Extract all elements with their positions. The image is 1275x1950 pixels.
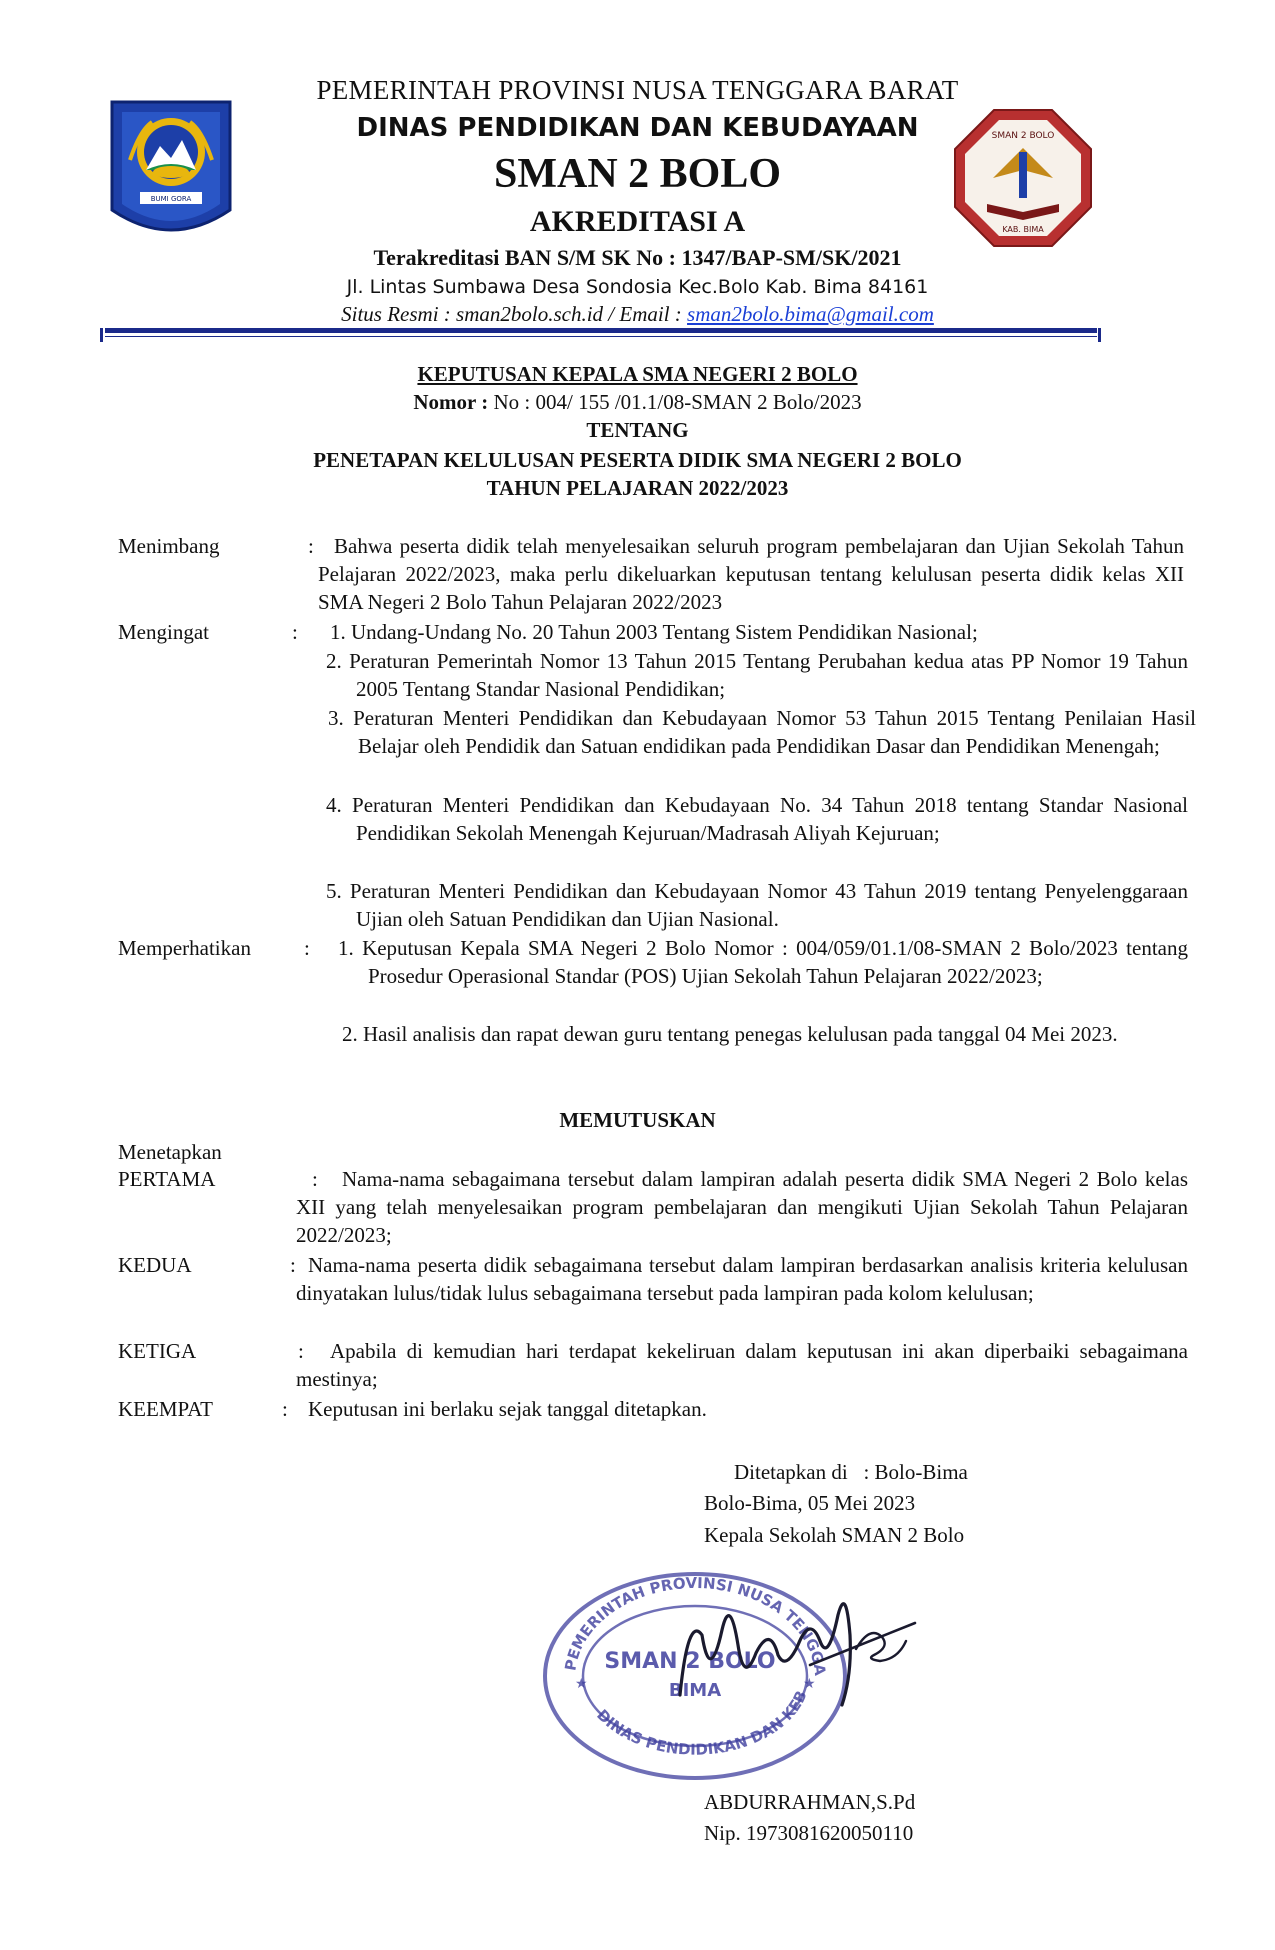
stamp-center-top-text: SMAN 2 BOLO	[604, 1649, 776, 1674]
decree-about: TENTANG	[586, 418, 689, 442]
signature-date: Bolo-Bima, 05 Mei 2023	[704, 1491, 916, 1515]
keempat-text: Keputusan ini berlaku sejak tanggal ditetapkan.	[308, 1397, 707, 1421]
kedua-colon: :	[290, 1253, 296, 1277]
memperhatikan-colon: :	[304, 936, 310, 960]
government-name: PEMERINTAH PROVINSI NUSA TENGGARA BARAT	[316, 75, 959, 105]
keempat-colon: :	[282, 1397, 288, 1421]
mengingat-item-3: 3. Peraturan Menteri Pendidikan dan Kebudayaan Nomor 53 Tahun 2015 Tentang Penilaian Hasil Belajar oleh Pendidik dan Satuan endidikan pada Pendidikan Dasar dan Pendidikan Menengah;	[328, 706, 1196, 758]
menetapkan-label: Menetapkan	[118, 1140, 222, 1164]
header-rule-end-left	[100, 328, 103, 342]
decree-number	[0, 390, 1275, 415]
pertama-colon: :	[312, 1167, 318, 1191]
pertama-text: Nama-nama sebagaimana tersebut dalam lampiran adalah peserta didik SMA Negeri 2 Bolo kelas XII yang telah menyelesaikan program pembelajaran dan mengikuti Ujian Sekolah Tahun Pelajaran 2022/2023;	[296, 1167, 1188, 1247]
accreditation-sk: Terakreditasi BAN S/M SK No : 1347/BAP-SM/SK/2021	[373, 245, 902, 270]
ketiga-colon: :	[298, 1339, 304, 1363]
memperhatikan-label: Memperhatikan	[118, 936, 251, 960]
school-name: SMAN 2 BOLO	[493, 151, 782, 197]
mengingat-item-4: 4. Peraturan Menteri Pendidikan dan Kebudayaan No. 34 Tahun 2018 tentang Standar Nasional Pendidikan Sekolah Menengah Kejuruan/Madrasah Aliyah Kejuruan;	[326, 793, 1188, 845]
right-logo-text-top: SMAN 2 BOLO	[991, 131, 1055, 141]
department-name: DINAS PENDIDIKAN DAN KEBUDAYAAN	[356, 113, 919, 143]
header-rule-thick	[105, 328, 1097, 333]
right-logo-text-bottom: KAB. BIMA	[1002, 225, 1044, 234]
memperhatikan-item-2: 2. Hasil analisis dan rapat dewan guru tentang penegas kelulusan pada tanggal 04 Mei 2023.	[342, 1022, 1118, 1046]
number-label: Nomor :	[413, 390, 489, 414]
signatory-name: ABDURRAHMAN,S.Pd	[704, 1790, 916, 1814]
decision-heading: MEMUTUSKAN	[559, 1108, 716, 1132]
header-rule-end-right	[1098, 328, 1101, 342]
accreditation: AKREDITASI A	[529, 205, 746, 238]
signature-position: Kepala Sekolah SMAN 2 Bolo	[704, 1523, 965, 1547]
mengingat-item-2: 2. Peraturan Pemerintah Nomor 13 Tahun 2015 Tentang Perubahan kedua atas PP Nomor 19 Tahun 2005 Tentang Standar Nasional Pendidikan;	[326, 649, 1188, 701]
kedua-label: KEDUA	[118, 1253, 192, 1277]
decree-heading: KEPUTUSAN KEPALA SMA NEGERI 2 BOLO	[417, 362, 858, 386]
keempat-label: KEEMPAT	[118, 1397, 213, 1421]
menimbang-label: Menimbang	[118, 534, 220, 558]
stamp-center-bottom-text: BIMA	[668, 1680, 722, 1701]
ketiga-label: KETIGA	[118, 1339, 197, 1363]
decree-year: TAHUN PELAJARAN 2022/2023	[486, 476, 789, 500]
stamp-star-right: ★	[803, 1677, 816, 1692]
contact-line	[0, 302, 1275, 327]
signature-place: Ditetapkan di : Bolo-Bima	[734, 1460, 968, 1484]
stamp-outer-bottom-text: DINAS PENDIDIKAN DAN KEB	[593, 1687, 811, 1759]
menimbang-text: Bahwa peserta didik telah menyelesaikan seluruh program pembelajaran dan Ujian Sekolah Tahun Pelajaran 2022/2023, maka perlu dikeluarkan keputusan tentang kelulusan peserta didik kelas XII SMA Negeri 2 Bolo Tahun Pelajaran 2022/2023	[318, 534, 1184, 614]
left-logo-text: BUMI GORA	[150, 195, 192, 203]
email-link[interactable]: sman2bolo.bima@gmail.com	[687, 302, 934, 326]
menimbang-colon: :	[308, 534, 314, 558]
pertama-label: PERTAMA	[118, 1167, 216, 1191]
ketiga-text: Apabila di kemudian hari terdapat kekeliruan dalam keputusan ini akan diperbaiki sebagaimana mestinya;	[296, 1339, 1188, 1391]
mengingat-item-1: 1. Undang-Undang No. 20 Tahun 2003 Tentang Sistem Pendidikan Nasional;	[330, 620, 978, 644]
handwritten-signature	[660, 1575, 960, 1725]
memperhatikan-item-1: 1. Keputusan Kepala SMA Negeri 2 Bolo Nomor : 004/059/01.1/08-SMAN 2 Bolo/2023 tentang Prosedur Operasional Standar (POS) Ujian Sekolah Tahun Pelajaran 2022/2023;	[338, 936, 1188, 988]
kedua-text: Nama-nama peserta didik sebagaimana tersebut dalam lampiran berdasarkan analisis kriteria kelulusan dinyatakan lulus/tidak lulus sebagaimana tersebut pada lampiran pada kolom kelulusan;	[296, 1253, 1188, 1305]
mengingat-label: Mengingat	[118, 620, 209, 644]
number-value: No : 004/ 155 /01.1/08-SMAN 2 Bolo/2023	[488, 390, 862, 414]
site-prefix: Situs Resmi : sman2bolo.sch.id / Email :	[341, 302, 688, 326]
header-rule-thin	[105, 336, 1097, 337]
mengingat-colon: :	[292, 620, 298, 644]
signatory-nip: Nip. 1973081620050110	[704, 1821, 914, 1845]
stamp-outer-top-text: PEMERINTAH PROVINSI NUSA TENGGA	[561, 1573, 830, 1677]
stamp-star-left: ★	[575, 1677, 588, 1692]
mengingat-item-5: 5. Peraturan Menteri Pendidikan dan Kebudayaan Nomor 43 Tahun 2019 tentang Penyelenggaraan Ujian oleh Satuan Pendidikan dan Ujian Nasional.	[326, 879, 1188, 931]
school-address: Jl. Lintas Sumbawa Desa Sondosia Kec.Bolo Kab. Bima 84161	[346, 276, 929, 298]
decree-subject: PENETAPAN KELULUSAN PESERTA DIDIK SMA NEGERI 2 BOLO	[313, 448, 962, 472]
